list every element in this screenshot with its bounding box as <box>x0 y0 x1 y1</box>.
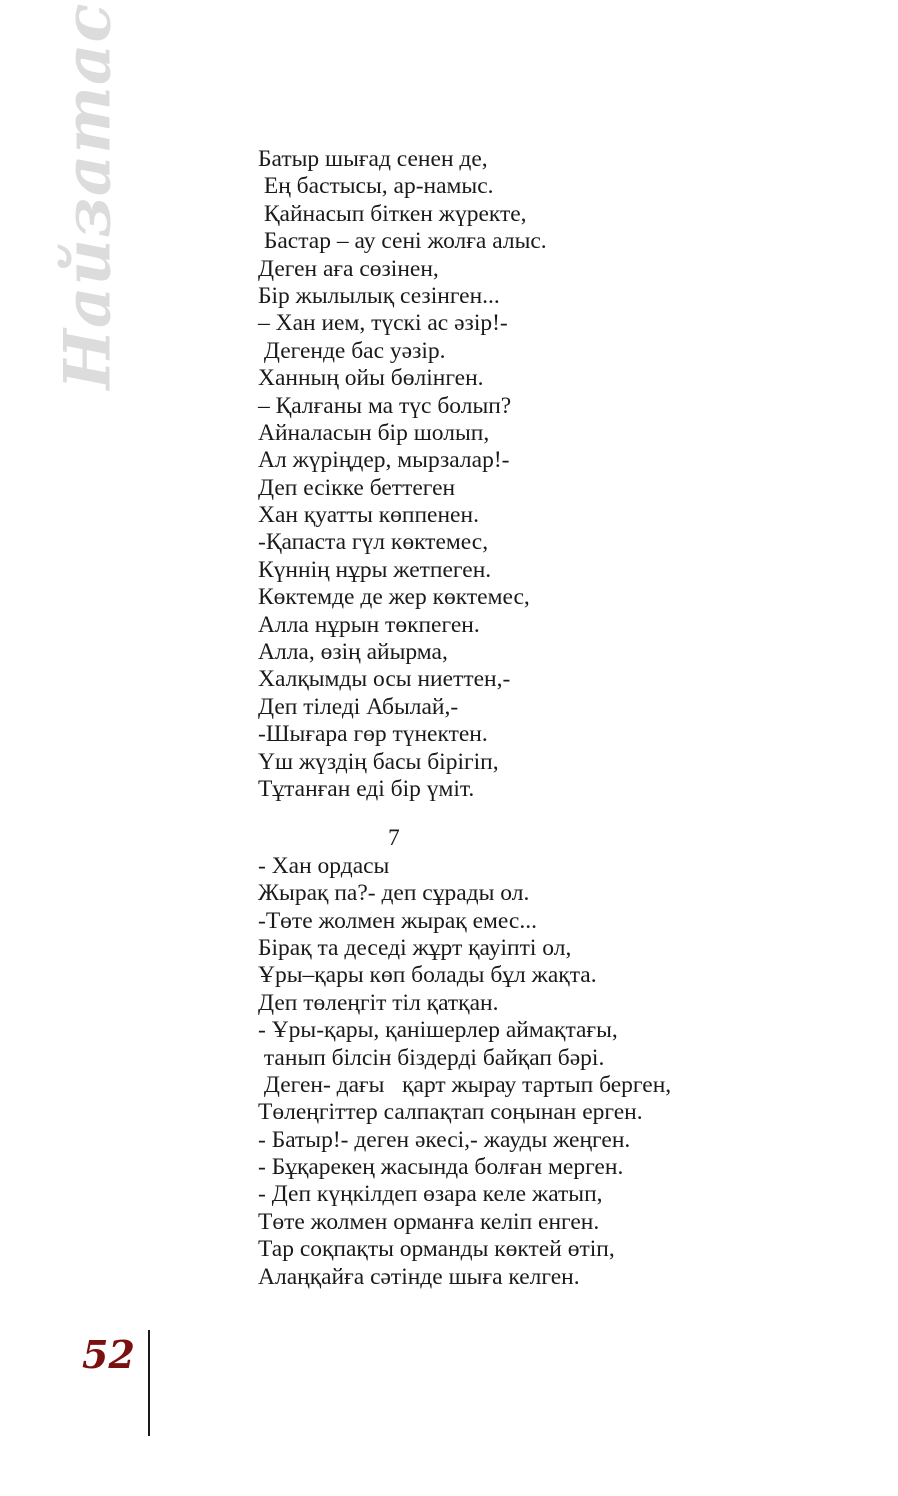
poem-line: Алла, өзің айырма, <box>258 639 448 666</box>
running-title: Найзатас <box>50 2 126 390</box>
poem-line: Алла нұрын төкпеген. <box>258 611 480 638</box>
poem-line: -Төте жолмен жырақ емес... <box>258 907 537 934</box>
poem-body <box>258 146 671 1291</box>
poem-line: -Қапаста гүл көктемес, <box>258 529 489 556</box>
poem-line: Бір жылылық сезінген... <box>258 282 500 309</box>
poem-line: – Қалғаны ма түс болып? <box>258 392 512 419</box>
poem-line: Батыр шығад сенен де, <box>258 146 488 172</box>
poem-line: Төте жолмен орманға келіп енген. <box>258 1208 600 1235</box>
poem-line: Жырақ па?- деп сұрады ол. <box>258 880 530 907</box>
poem-line: Айналасын бір шолып, <box>258 419 490 446</box>
poem-line: Ал жүріңдер, мырзалар!- <box>258 447 510 474</box>
poem-line: Үш жүздің басы бірігіп, <box>258 748 499 775</box>
poem-line: Ең бастысы, ар-намыс. <box>258 173 494 200</box>
poem-line: Деген аға сөзінен, <box>258 255 439 282</box>
poem-stanza-2 <box>258 853 671 1291</box>
poem-line: Деп есікке беттеген <box>258 474 456 501</box>
poem-line: -Шығара гөр түнектен. <box>258 721 488 748</box>
poem-line: Хан қуатты көппенен. <box>258 502 479 529</box>
poem-line: Қайнасып біткен жүректе, <box>258 200 527 227</box>
poem-line: Дегенде бас уәзір. <box>258 337 446 364</box>
poem-line: Көктемде де жер көктемес, <box>258 584 530 611</box>
poem-line: Деп төлеңгіт тіл қатқан. <box>258 989 499 1016</box>
page-number-divider <box>148 1330 150 1436</box>
page-number: 52 <box>82 1332 135 1377</box>
poem-line: Деп тіледі Абылай,- <box>258 693 459 720</box>
poem-line: – Хан ием, түскі ас әзір!- <box>258 310 508 337</box>
poem-line: - Деп күңкілдеп өзара келе жатып, <box>258 1181 603 1208</box>
poem-line: - Ұры-қары, қанішерлер аймақтағы, <box>258 1017 618 1044</box>
poem-line: Ұры–қары көп болады бұл жақта. <box>258 962 597 989</box>
poem-line: Алаңқайға сәтінде шыға келген. <box>258 1263 580 1290</box>
poem-line: Халқымды осы ниеттен,- <box>258 666 511 693</box>
poem-line: Күннің нұры жетпеген. <box>258 556 492 583</box>
section-number: 7 <box>388 825 400 852</box>
poem-line: - Батыр!- деген әкесі,- жауды жеңген. <box>258 1126 631 1153</box>
poem-stanza-1 <box>258 146 671 803</box>
poem-line: танып білсін біздерді байқап бәрі. <box>258 1044 605 1071</box>
poem-line: - Бұқарекең жасында болған мерген. <box>258 1154 624 1181</box>
poem-line: Бастар – ау сені жолға алыс. <box>258 228 547 255</box>
poem-line: Тұтанған еді бір үміт. <box>258 775 475 802</box>
poem-line: Тар соқпақты орманды көктей өтіп, <box>258 1236 615 1263</box>
poem-line: Ханның ойы бөлінген. <box>258 365 484 392</box>
poem-line: Төлеңгіттер салпақтап соңынан ерген. <box>258 1099 643 1126</box>
poem-line: Деген- дағы қарт жырау тартып берген, <box>258 1071 672 1098</box>
poem-line: - Хан ордасы <box>258 852 390 879</box>
poem-line: Бірақ та деседі жұрт қауіпті ол, <box>258 934 572 961</box>
